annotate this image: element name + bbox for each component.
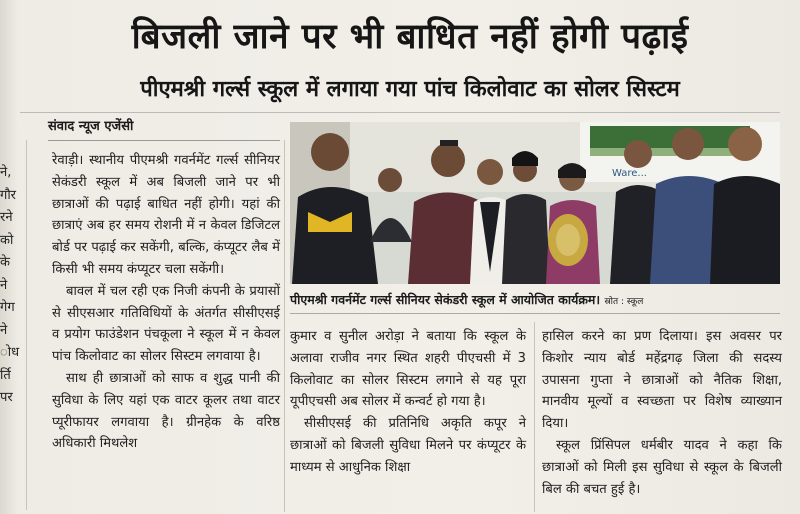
paragraph: सीसीएसई की प्रतिनिधि अकृति कपूर ने छात्राओं को बिजली सुविधा मिलने पर कंप्यूटर के माध्यम से आधुनिक शिक्षा — [290, 416, 526, 475]
cropped-line: ने, — [0, 165, 12, 180]
cropped-line: के — [0, 255, 10, 270]
cropped-line: गौर — [0, 187, 17, 203]
paragraph: कुमार व सुनील अरोड़ा ने बताया कि स्कूल के अलावा राजीव नगर स्थित शहरी पीएचसी में 3 किलोवाट का सोलर सिस्टम लगाने से यह पूरा यूपीएचसी अब सोलर में कन्वर्ट हो गया है। — [290, 329, 526, 410]
photo-source: स्रोत : स्कूल — [604, 297, 644, 307]
cropped-line: ने — [0, 277, 8, 293]
cropped-line: को — [0, 232, 14, 248]
paragraph: साथ ही छात्राओं को साफ व शुद्ध पानी की सुविधा के लिए यहां एक वाटर कूलर तथा वाटर प्यूरीफायर लगवाया है। ग्रीनहेक के वरिष्ठ अधिकारी मिथलेश — [52, 370, 280, 452]
cropped-line: गेग — [0, 300, 15, 315]
byline: संवाद न्यूज एजेंसी — [48, 119, 134, 134]
paragraph: रेवाड़ी। स्थानीय पीएमश्री गवर्नमेंट गर्ल्स सीनियर सेकंडरी स्कूल में अब बिजली जाने पर भी छात्राओं की पढ़ाई बाधित नहीं होगी। यहां की छात्राएं अब हर समय रोशनी में न केवल डिजिटल बोर्ड पर पढ़ाई कर सकेंगी, बल्कि, कंप्यूटर लैब में किसी भी समय कंप्यूटर चला सकेंगी। — [52, 153, 280, 277]
caption-text: पीएमश्री गवर्नमेंट गर्ल्स सीनियर सेकंडरी स्कूल में आयोजित कार्यक्रम। — [290, 292, 601, 307]
cropped-line: र्ति — [0, 367, 11, 383]
article-column-3 — [542, 326, 782, 514]
cropped-line: पर — [0, 390, 13, 405]
column-divider — [284, 140, 285, 512]
cropped-line: ोध — [0, 345, 20, 360]
event-photo — [290, 122, 780, 284]
paragraph: बावल में चल रही एक निजी कंपनी के प्रयासों से सीएसआर गतिविधियों के अंतर्गत सीसीएसई व प्रयोग फाउंडेशन पंचकूला ने स्कूल में न केवल पांच किलोवाट का सोलर सिस्टम लगवाया है। — [52, 283, 280, 365]
divider — [20, 112, 780, 113]
paragraph: स्कूल प्रिंसिपल धर्मबीर यादव ने कहा कि छात्राओं को मिली इस सुविधा से स्कूल के बिजली बिल की बचत हुई है। — [542, 437, 782, 497]
banner-text: Ware... — [612, 168, 647, 179]
cropped-line: ने — [0, 322, 8, 338]
divider — [48, 140, 280, 141]
group-photo-illustration — [290, 122, 780, 284]
headline: बिजली जाने पर भी बाधित नहीं होगी पढ़ाई — [131, 17, 689, 57]
column-divider — [26, 140, 27, 510]
column-divider — [534, 322, 535, 512]
adjacent-article-cropped — [0, 118, 22, 508]
article-column-2 — [290, 326, 526, 514]
subheadline: पीएमश्री गर्ल्स स्कूल में लगाया गया पांच किलोवाट का सोलर सिस्टम — [140, 77, 680, 102]
article-column-1 — [52, 150, 280, 510]
paragraph: हासिल करने का प्रण दिलाया। इस अवसर पर किशोर न्याय बोर्ड महेंद्रगढ़ जिला की सदस्य उपासना गुप्ता ने छात्राओं को नैतिक शिक्षा, मानवीय मूल्यों व स्वच्छता पर विशेष व्याख्यान दिया। — [542, 329, 782, 432]
photo-caption — [290, 286, 780, 314]
cropped-line: रने — [0, 210, 13, 225]
